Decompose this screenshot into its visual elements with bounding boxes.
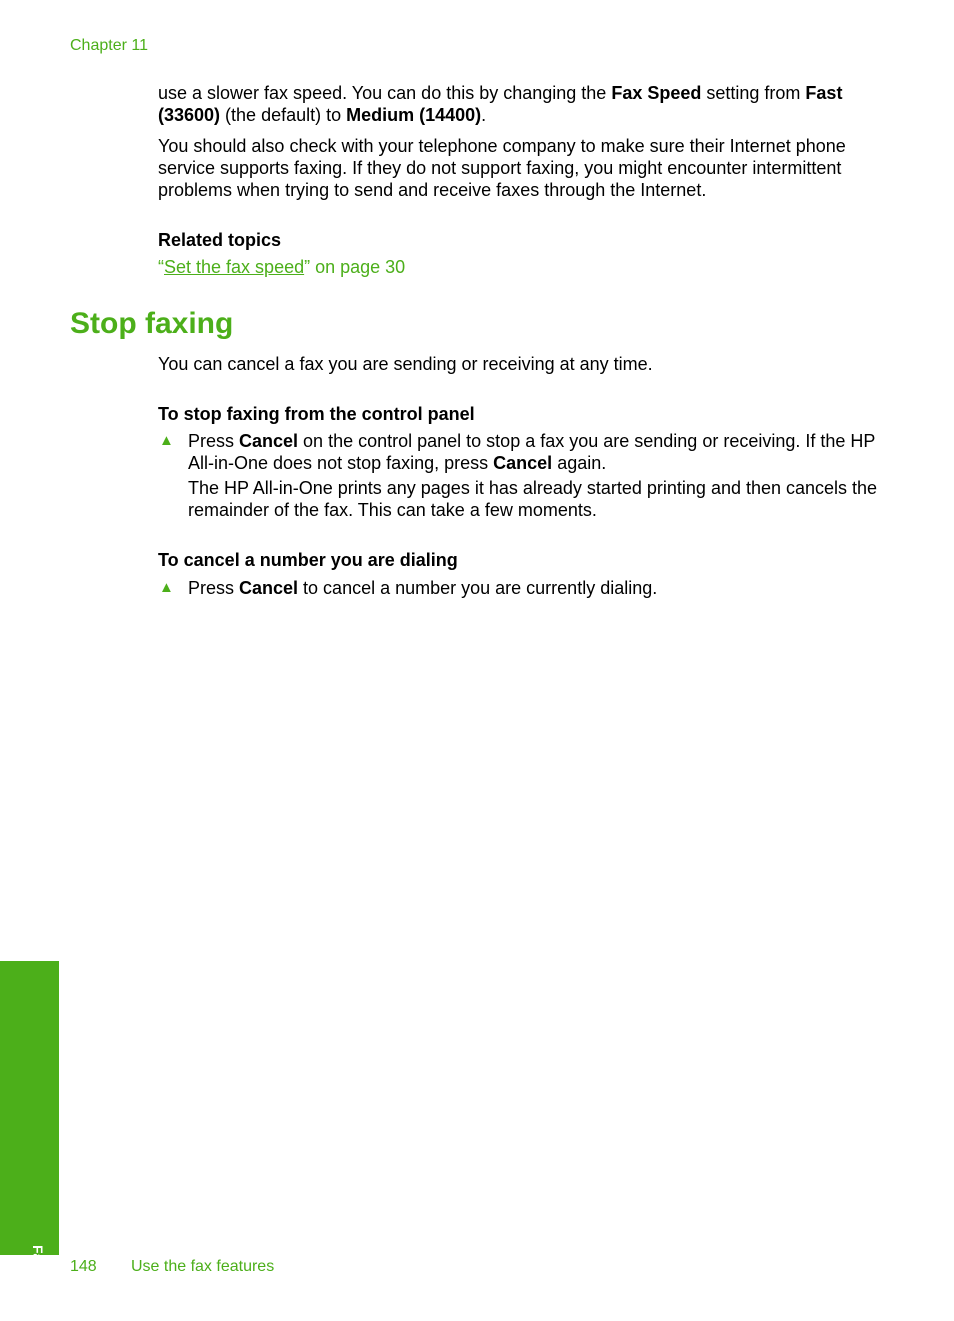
text-run: (the default) to xyxy=(220,105,347,125)
bold-term: Medium (14400) xyxy=(346,105,482,125)
footer-title: Use the fax features xyxy=(131,1258,275,1275)
related-topics-heading: Related topics xyxy=(158,230,282,250)
intro-paragraph-1 xyxy=(158,82,878,126)
intro-paragraph-2: You should also check with your telephone company to make sure their Internet phone service supports faxing. If they do not support faxing, you might encounter intermittent problems when trying to send and receive faxes through the Internet. xyxy=(158,136,846,200)
text-run: setting from xyxy=(701,83,806,103)
procedure-step-note: The HP All-in-One prints any pages it has already started printing and then cancels the remainder of the fax. This can take a few moments. xyxy=(188,478,878,520)
bold-term: Cancel xyxy=(493,453,553,473)
text-run: on the control panel to stop a fax you are sending or receiving. If the HP All-in-One does not stop faxing, press xyxy=(188,431,876,473)
triangle-bullet-icon: ▲ xyxy=(159,579,174,596)
side-tab-label: Fax xyxy=(30,1245,46,1270)
bold-term: Fax Speed xyxy=(611,83,702,103)
text-run: again. xyxy=(552,453,607,473)
page-number: 148 xyxy=(70,1258,97,1275)
text-run: to cancel a number you are currently dialing. xyxy=(298,578,658,598)
quote-mark: “ xyxy=(158,257,164,277)
procedure-heading-cancel-dialing: To cancel a number you are dialing xyxy=(158,550,458,570)
text-run: Press xyxy=(188,431,240,451)
triangle-bullet-icon: ▲ xyxy=(159,432,174,449)
side-tab xyxy=(0,961,59,1270)
procedure-step-cancel-dialing xyxy=(188,577,888,599)
chapter-header: Chapter 11 xyxy=(70,37,148,54)
bold-term: Cancel xyxy=(239,431,299,451)
section-intro: You can cancel a fax you are sending or receiving at any time. xyxy=(158,354,653,374)
bold-term: Fast (33600) xyxy=(158,83,843,125)
set-fax-speed-link[interactable]: Set the fax speed xyxy=(164,257,305,277)
page-reference: ” on page 30 xyxy=(304,257,406,277)
text-run: . xyxy=(481,105,487,125)
bold-term: Cancel xyxy=(239,578,299,598)
related-topic-link-line xyxy=(158,257,405,278)
section-title: Stop faxing xyxy=(70,307,234,340)
text-run: Press xyxy=(188,578,240,598)
procedure-heading-control-panel: To stop faxing from the control panel xyxy=(158,404,475,424)
procedure-step-stop-faxing xyxy=(188,430,888,474)
text-run: use a slower fax speed. You can do this by changing the xyxy=(158,83,612,103)
